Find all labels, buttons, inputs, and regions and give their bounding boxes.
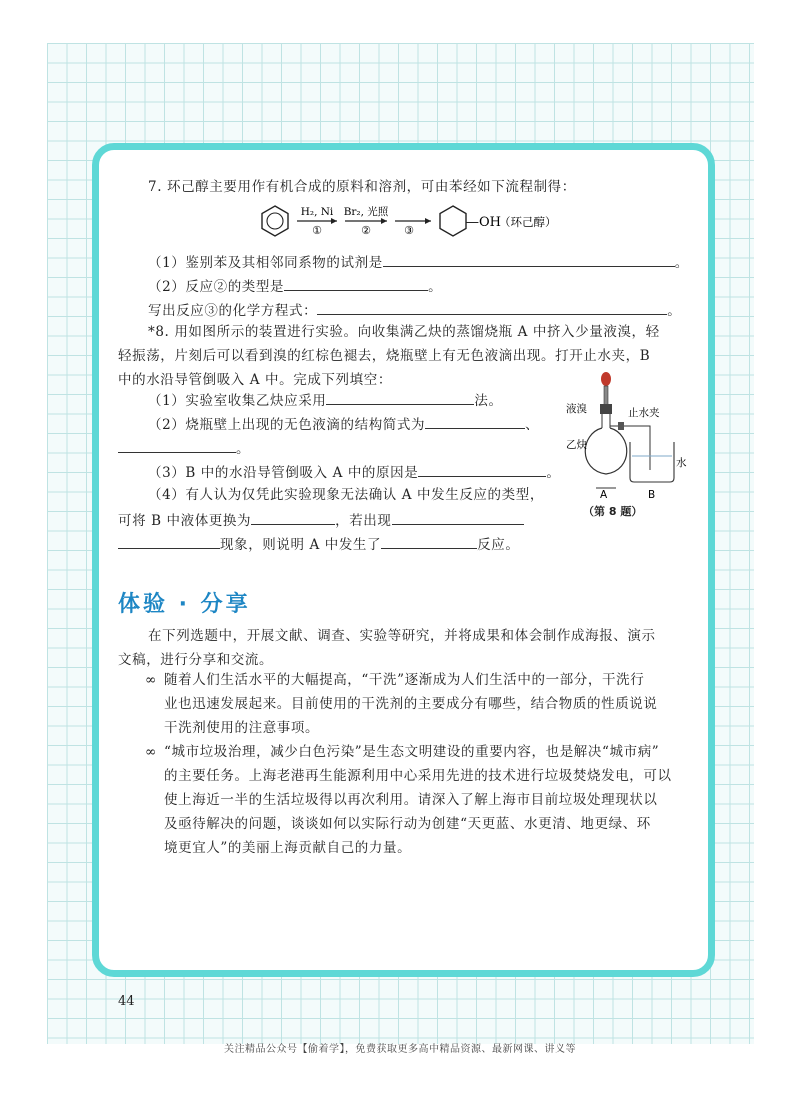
item2-line: 使上海近一半的生活垃圾得以再次利用。请深入了解上海市目前垃圾处理现状以 (164, 792, 658, 808)
q7-part3: 写出反应③的化学方程式： 。 (148, 300, 681, 320)
q8-line1: *8. 用如图所示的装置进行实验。向收集满乙炔的蒸馏烧瓶 A 中挤入少量液溴，轻 (148, 324, 660, 340)
page-number: 44 (118, 994, 135, 1009)
answer-blank[interactable] (118, 534, 220, 549)
section-intro-1: 在下列选题中，开展文献、调查、实验等研究，并将成果和体会制作成海报、演示 (148, 628, 656, 644)
q7-part1: （1）鉴别苯及其相邻同系物的试剂是 。 (148, 252, 689, 272)
q8-part2: （2）烧瓶壁上出现的无色液滴的结构简式为 、 (148, 414, 539, 434)
q8-part3: （3）B 中的水沿导管倒吸入 A 中的原因是 。 (148, 462, 560, 482)
item2-line: 境更宜人”的美丽上海贡献自己的力量。 (164, 840, 412, 856)
item1-line: 随着人们生活水平的大幅提高，“干洗”逐渐成为人们生活中的一部分，干洗行 (164, 672, 645, 688)
q8-part1: （1）实验室收集乙炔应采用 法。 (148, 390, 503, 410)
bullet-icon: ∞ (145, 744, 157, 760)
item1-line: 干洗剂使用的注意事项。 (164, 720, 320, 736)
answer-blank[interactable] (251, 510, 335, 525)
answer-blank[interactable] (284, 276, 428, 291)
cyclohexane-ring-icon (440, 206, 466, 236)
figure-caption: （第 8 题） (583, 505, 643, 518)
benzene-ring-icon (262, 206, 288, 236)
dropper-bulb-icon (601, 372, 611, 386)
q8-part2-cont: 。 (118, 438, 250, 458)
item2-line: 及亟待解决的问题，谈谈如何以实际行动为创建“天更蓝、水更清、地更绿、环 (164, 816, 651, 832)
q7-reaction-scheme (255, 198, 615, 244)
label-water: 水 (676, 457, 687, 469)
step2-num: ② (361, 224, 371, 237)
label-clamp: 止水夹 (628, 407, 660, 419)
flask-a-icon (585, 428, 627, 474)
q7-intro: 7. 环己醇主要用作有机合成的原料和溶剂，可由苯经如下流程制得： (148, 179, 576, 195)
answer-blank[interactable] (326, 390, 474, 405)
q8-line2: 轻振荡，片刻后可以看到溴的红棕色褪去，烧瓶壁上有无色液滴出现。打开止水夹，B (118, 348, 651, 364)
answer-blank[interactable] (381, 534, 477, 549)
item2-line: 的主要任务。上海老港再生能源利用中心采用先进的技术进行垃圾焚烧发电，可以 (164, 768, 672, 784)
label-b: B (648, 489, 656, 501)
q8-part4-c: 现象，则说明 A 中发生了 反应。 (118, 534, 519, 554)
answer-blank[interactable] (118, 438, 236, 453)
answer-blank[interactable] (425, 414, 525, 429)
product-name: （环己醇） (499, 215, 557, 229)
q8-part4-b: 可将 B 中液体更换为 ，若出现 (118, 510, 524, 530)
q8-line3: 中的水沿导管倒吸入 A 中。完成下列填空： (118, 372, 392, 388)
step2-reagent: Br₂, 光照 (343, 206, 389, 218)
section-intro-2: 文稿，进行分享和交流。 (118, 652, 274, 668)
item1-line: 业也迅速发展起来。目前使用的干洗剂的主要成分有哪些，结合物质的性质说说 (164, 696, 658, 712)
answer-blank[interactable] (392, 510, 524, 525)
item2-line: “城市垃圾治理，减少白色污染”是生态文明建设的重要内容，也是解决“城市病” (164, 744, 660, 760)
product-oh: —OH (466, 215, 501, 230)
bullet-icon: ∞ (145, 672, 157, 688)
apparatus-figure (566, 370, 696, 502)
answer-blank[interactable] (418, 462, 546, 477)
step1-num: ① (312, 224, 322, 237)
label-a: A (600, 489, 608, 501)
q8-part4-a: （4）有人认为仅凭此实验现象无法确认 A 中发生反应的类型， (148, 487, 544, 503)
step1-reagent: H₂, Ni (300, 206, 334, 218)
label-bromine: 液溴 (566, 403, 587, 415)
label-acetylene: 乙炔 (566, 439, 587, 451)
answer-blank[interactable] (317, 300, 667, 315)
q7-part2: （2）反应②的类型是 。 (148, 276, 442, 296)
section-title: 体验 · 分享 (118, 592, 251, 617)
beaker-b-icon (630, 442, 674, 482)
clamp-icon (618, 422, 624, 430)
step3-num: ③ (404, 224, 414, 237)
footer-note: 关注精品公众号【偷着学】，免费获取更多高中精品资源、最新网课、讲义等 (224, 1044, 576, 1055)
answer-blank[interactable] (383, 252, 675, 267)
